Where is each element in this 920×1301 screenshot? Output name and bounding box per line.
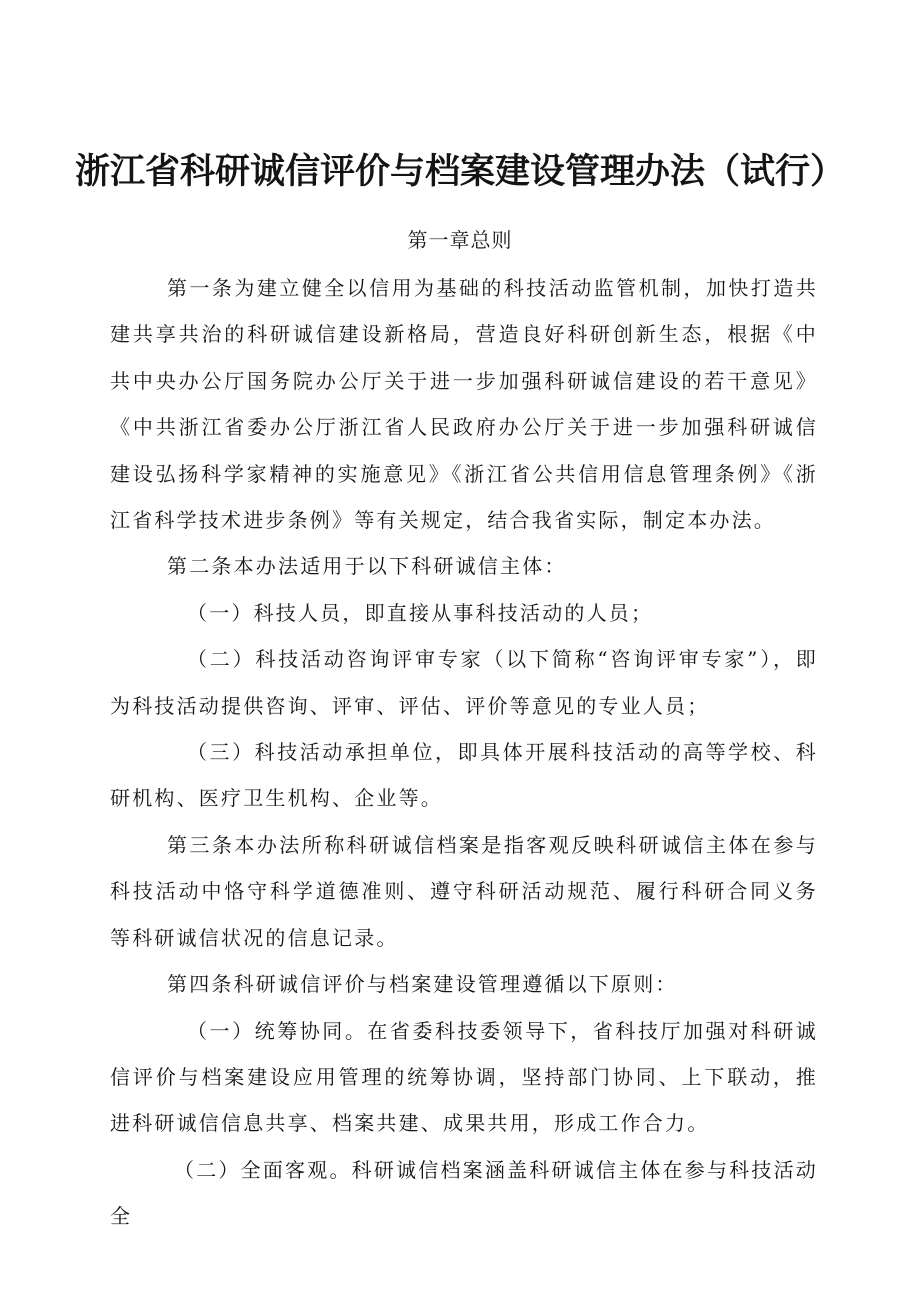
article-4-paragraph: 第四条科研诚信评价与档案建设管理遵循以下原则： [167,972,678,997]
article-2-item-2: （二）科技活动咨询评审专家（以下简称“咨询评审专家”），即为科技活动提供咨询、评审、评估、评价等意见的专业人员； [110,647,818,718]
document-body [110,265,818,1240]
article-3-paragraph: 第三条本办法所称科研诚信档案是指客观反映科研诚信主体在参与科技活动中恪守科学道德准则、遵守科研活动规范、履行科研合同义务等科研诚信状况的信息记录。 [110,832,818,950]
article-1-paragraph: 第一条为建立健全以信用为基础的科技活动监管机制，加快打造共建共享共治的科研诚信建设新格局，营造良好科研创新生态，根据《中共中央办公厅国务院办公厅关于进一步加强科研诚信建设的若干意见》《中共浙江省委办公厅浙江省人民政府办公厅关于进一步加强科研诚信建设弘扬科学家精神的实施意见》《浙江省公共信用信息管理条例》《浙江省科学技术进步条例》等有关规定，结合我省实际，制定本办法。 [110,276,818,533]
article-2-item-3: （三）科技活动承担单位，即具体开展科技活动的高等学校、科研机构、医疗卫生机构、企业等。 [110,740,818,811]
article-4-item-2: （二）全面客观。科研诚信档案涵盖科研诚信主体在参与科技活动全 [110,1157,818,1229]
article-2-item-1: （一）科技人员，即直接从事科技活动的人员； [187,600,654,625]
chapter-heading: 第一章总则 [407,228,513,252]
article-2-paragraph: 第二条本办法适用于以下科研诚信主体： [167,554,567,579]
document-title: 浙江省科研诚信评价与档案建设管理办法（试行） [74,152,845,192]
article-4-item-1: （一）统筹协同。在省委科技委领导下，省科技厅加强对科研诚信评价与档案建设应用管理的统筹协调，坚持部门协同、上下联动，推进科研诚信信息共享、档案共建、成果共用，形成工作合力。 [110,1018,818,1136]
